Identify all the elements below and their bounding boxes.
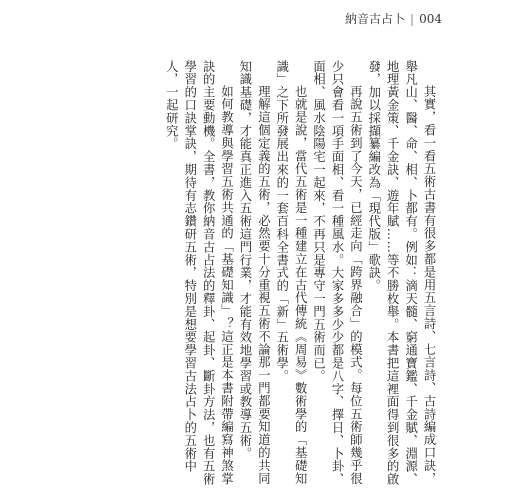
running-header	[345, 10, 442, 27]
paragraph-2: 再說五術到了今天，已經走向「跨界融合」的模式。每位五術師幾乎很少只會看一項手面相、看一種風水。大家多多少少都是八字、擇日、卜卦、面相、風水陰陽宅一起來，不再只是專守一門五術而已。	[311, 60, 363, 486]
page-number: 004	[419, 11, 442, 26]
book-title: 納音古占卜	[345, 12, 406, 26]
paragraph-1: 其實，看一看五術古書有很多都是用五言詩、七言詩、古詩編成口訣，舉凡山、醫、命、相、卜都有。例如：滴天髓、窮通寶鑑、千金賦、淵源、地理黃金策、千金訣、遊年賦……等不勝枚舉。本書把這裡面得到很多的啟發，加以採擷纂編改為「現代版」歌訣。	[366, 60, 436, 486]
paragraph-3: 也就是說，當代五術是一種建立在古代傳統《周易》數術學的「基礎知識」之下所發展出來的一套百科全書式的「新」五術學。	[274, 60, 308, 485]
header-separator: |	[410, 11, 415, 26]
paragraph-4: 理解這個定義的五術，必然要十分重視五術不論那一門都要知道的共同知識基礎，才能真正進入五術這門行業，才能有效地學習或教導五術。	[237, 60, 271, 485]
body-text	[82, 60, 438, 492]
paragraph-5: 如何教導與學習五術共通的「基礎知識」？這正是本書附帶編寫神煞掌訣的主要動機。全書，教你納音古占法的釋卦、起卦、斷卦方法，也有五術學習的口訣掌訣，期待有志鑽研五術，特別是想要學習古法占卜的五術中人，一起研究。	[164, 60, 234, 486]
